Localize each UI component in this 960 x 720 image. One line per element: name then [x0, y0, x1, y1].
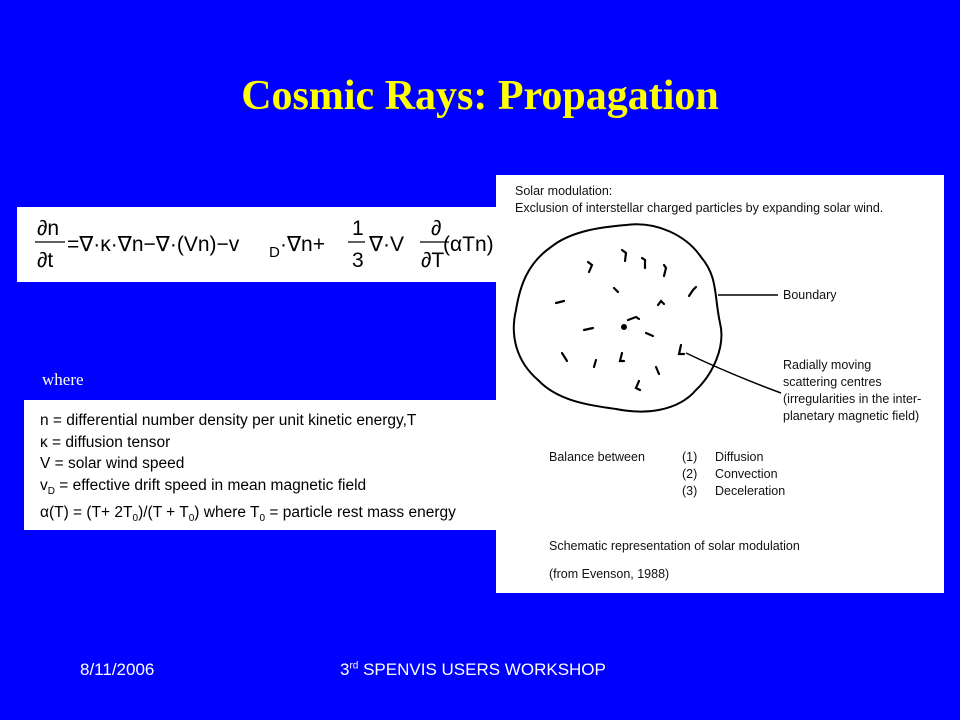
- balance-item-1: Diffusion: [715, 450, 764, 464]
- eq-middle: ·∇n+: [280, 233, 325, 256]
- figure-caption: Schematic representation of solar modulation: [549, 539, 800, 553]
- eq-frac-num: 1: [352, 217, 364, 240]
- heliosphere-boundary: [514, 224, 722, 411]
- eq-tail: (αTn): [443, 233, 494, 256]
- boundary-label: Boundary: [783, 288, 837, 302]
- definition-vd: $v_D$ = effective drift speed in mean magnetic field: [40, 476, 367, 497]
- equation-svg: [17, 207, 497, 282]
- scatter-label-2: scattering centres: [783, 375, 882, 389]
- figure-subheading: Exclusion of interstellar charged particles by expanding solar wind.: [515, 201, 884, 215]
- definitions-box: [24, 400, 497, 530]
- figure-source: (from Evenson, 1988): [549, 567, 670, 581]
- eq-frac-den: 3: [352, 249, 364, 272]
- scatter-label-4: planetary magnetic field): [783, 409, 920, 423]
- balance-item-num-3: (3): [682, 484, 698, 498]
- footer-workshop: 3rd SPENVIS USERS WORKSHOP: [340, 660, 606, 679]
- balance-item-num-2: (2): [682, 467, 698, 481]
- slide-title: Cosmic Rays: Propagation: [241, 73, 719, 119]
- eq-lhs-den: ∂t: [37, 249, 54, 272]
- definition-v: V = solar wind speed: [40, 455, 185, 472]
- balance-label: Balance between: [549, 450, 645, 464]
- transport-equation: [17, 207, 497, 282]
- eq-after-frac: ∇·V: [369, 233, 405, 256]
- eq-partial-den: ∂T: [421, 249, 445, 272]
- solar-modulation-figure: [496, 175, 944, 593]
- eq-main-terms: =∇·κ·∇n−∇·(Vn)−v: [67, 233, 240, 256]
- eq-vd-sub: D: [269, 244, 280, 261]
- definition-kappa: κ = diffusion tensor: [40, 433, 171, 451]
- eq-lhs-num: ∂n: [37, 217, 60, 240]
- balance-item-num-1: (1): [682, 450, 698, 464]
- where-label: where: [42, 370, 84, 389]
- scattering-centres: [556, 250, 696, 390]
- eq-partial-num: ∂: [431, 217, 442, 240]
- figure-heading: Solar modulation:: [515, 184, 613, 198]
- scatter-label-1: Radially moving: [783, 358, 872, 372]
- scatter-label-3: (irregularities in the inter-: [783, 392, 922, 406]
- balance-item-3: Deceleration: [715, 484, 786, 498]
- definition-n: n = differential number density per unit kinetic energy,T: [40, 412, 417, 429]
- footer-date: 8/11/2006: [80, 660, 155, 679]
- balance-item-2: Convection: [715, 467, 778, 481]
- definition-alpha: $\alpha(T) = (T+ 2T_0)/(T + T_0)$ where $T_0$ = particle rest mass energy: [40, 504, 456, 525]
- sun-icon: [621, 324, 627, 330]
